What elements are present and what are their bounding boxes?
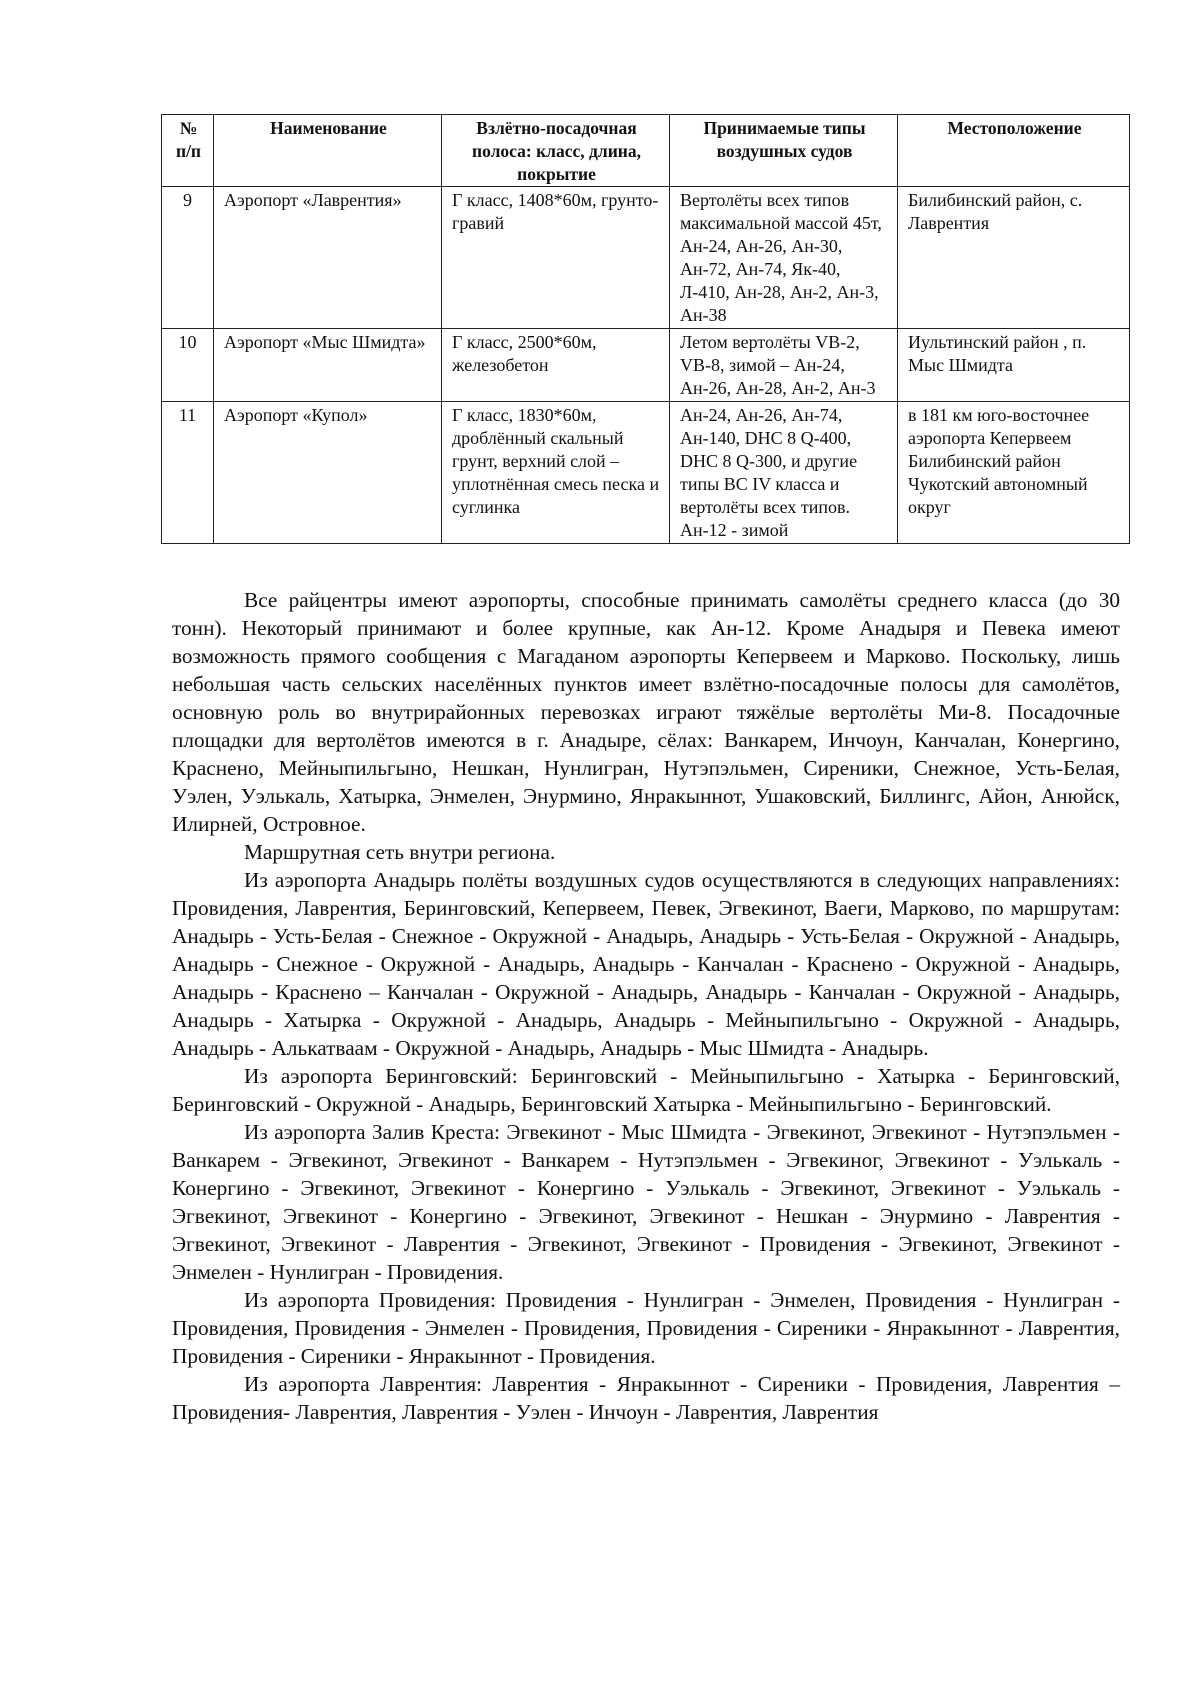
paragraph-provideniya-routes: Из аэропорта Провидения: Провидения - Нунлигран - Энмелен, Провидения - Нунлигран - Провидения, Провидения - Энмелен - Провидения, Провидения - Сиреники - Янракыннот - Лаврентия, Провидения - Сиреники - Янракыннот - Провидения.	[172, 1288, 1120, 1368]
table-row	[162, 402, 1130, 544]
paragraph-airports-overview: Все райцентры имеют аэропорты, способные принимать самолёты среднего класса (до 30 тонн). Некоторый принимают и более крупные, как Ан-12. Кроме Анадыря и Певека имеют возможность прямого сообщения с Магаданом аэропорты Кепервеем и Марково. Поскольку, лишь небольшая часть сельских населённых пунктов имеет взлётно-посадочные полосы для самолётов, основную роль во внутрирайонных перевозках играют тяжёлые вертолёты Ми-8. Посадочные площадки для вертолётов имеются в г. Анадыре, сёлах: Ванкарем, Инчоун, Канчалан, Конергино, Краснено, Мейныпильгыно, Нешкан, Нунлигран, Нутэпэльмен, Сиреники, Снежное, Усть-Белая, Уэлен, Уэлькаль, Хатырка, Энмелен, Энурмино, Янракыннот, Ушаковский, Биллингс, Айон, Анюйск, Илирней, Островное.	[172, 588, 1120, 836]
header-number: № п/п	[162, 115, 214, 187]
airport-name: Аэропорт «Мыс Шмидта»	[214, 329, 442, 402]
table-row	[162, 329, 1130, 402]
paragraph-anadyr-routes: Из аэропорта Анадырь полёты воздушных судов осуществляются в следующих направлениях: Провидения, Лаврентия, Беринговский, Кепервеем, Певек, Эгвекинот, Ваеги, Марково, по маршрутам: Анадырь - Усть-Белая - Снежное - Окружной - Анадырь, Анадырь - Усть-Белая - Окружной - Анадырь, Анадырь - Снежное - Окружной - Анадырь, Анадырь - Канчалан - Краснено - Окружной - Анадырь, Анадырь - Краснено – Канчалан - Окружной - Анадырь, Анадырь - Канчалан - Окружной - Анадырь, Анадырь - Хатырка - Окружной - Анадырь, Анадырь - Мейныпильгыно - Окружной - Анадырь, Анадырь - Алькатваам - Окружной - Анадырь, Анадырь - Мыс Шмидта - Анадырь.	[172, 868, 1120, 1060]
body-text	[172, 586, 1120, 1426]
paragraph-beringovsky-routes: Из аэропорта Беринговский: Беринговский - Мейныпильгыно - Хатырка - Беринговский, Беринговский - Окружной - Анадырь, Беринговский Хатырка - Мейныпильгыно - Беринговский.	[172, 1064, 1120, 1116]
row-number: 9	[162, 187, 214, 329]
runway-info: Г класс, 2500*60м, железобетон	[442, 329, 670, 402]
paragraph-zaliv-kresta-routes: Из аэропорта Залив Креста: Эгвекинот - Мыс Шмидта - Эгвекинот, Эгвекинот - Нутэпэльмен - Ванкарем - Эгвекинот, Эгвекинот - Ванкарем - Нутэпэльмен - Эгвекиног, Эгвекинот - Уэлькаль - Конергино - Эгвекинот, Эгвекинот - Конергино - Уэлькаль - Эгвекинот, Эгвекинот - Уэлькаль - Эгвекинот, Эгвекинот - Конергино - Эгвекинот, Эгвекинот - Нешкан - Энурмино - Лаврентия - Эгвекинот, Эгвекинот - Лаврентия - Эгвекинот, Эгвекинот - Провидения - Эгвекинот, Эгвекинот - Энмелен - Нунлигран - Провидения.	[172, 1120, 1120, 1284]
aircraft-types: Вертолёты всех типов максимальной массой 45т, Ан-24, Ан-26, Ан-30, Ан-72, Ан-74, Як-40, Л-410, Ан-28, Ан-2, Ан-3, Ан-38	[670, 187, 898, 329]
airport-location: в 181 км юго-восточнее аэропорта Кепервеем Билибинский район Чукотский автономный округ	[898, 402, 1130, 544]
header-runway: Взлётно-посадочная полоса: класс, длина, покрытие	[442, 115, 670, 187]
aircraft-types: Летом вертолёты VB-2, VB-8, зимой – Ан-24, Ан-26, Ан-28, Ан-2, Ан-3	[670, 329, 898, 402]
table-row	[162, 187, 1130, 329]
airport-location: Иультинский район , п. Мыс Шмидта	[898, 329, 1130, 402]
airports-table	[161, 114, 1130, 544]
paragraph-route-network-heading: Маршрутная сеть внутри региона.	[244, 840, 556, 864]
airport-location: Билибинский район, с. Лаврентия	[898, 187, 1130, 329]
header-aircraft: Принимаемые типы воздушных судов	[670, 115, 898, 187]
runway-info: Г класс, 1408*60м, грунто-гравий	[442, 187, 670, 329]
row-number: 11	[162, 402, 214, 544]
runway-info: Г класс, 1830*60м, дроблённый скальный грунт, верхний слой – уплотнённая смесь песка и суглинка	[442, 402, 670, 544]
airport-name: Аэропорт «Лаврентия»	[214, 187, 442, 329]
airport-name: Аэропорт «Купол»	[214, 402, 442, 544]
table-header-row	[162, 115, 1130, 187]
aircraft-types: Ан-24, Ан-26, Ан-74, Ан-140, DHC 8 Q-400, DHC 8 Q-300, и другие типы ВС IV класса и вертолёты всех типов. Ан-12 - зимой	[670, 402, 898, 544]
paragraph-lavrentiya-routes: Из аэропорта Лаврентия: Лаврентия - Янракыннот - Сиреники - Провидения, Лаврентия – Провидения- Лаврентия, Лаврентия - Уэлен - Инчоун - Лаврентия, Лаврентия	[172, 1372, 1120, 1424]
row-number: 10	[162, 329, 214, 402]
header-location: Местоположение	[898, 115, 1130, 187]
header-name: Наименование	[214, 115, 442, 187]
